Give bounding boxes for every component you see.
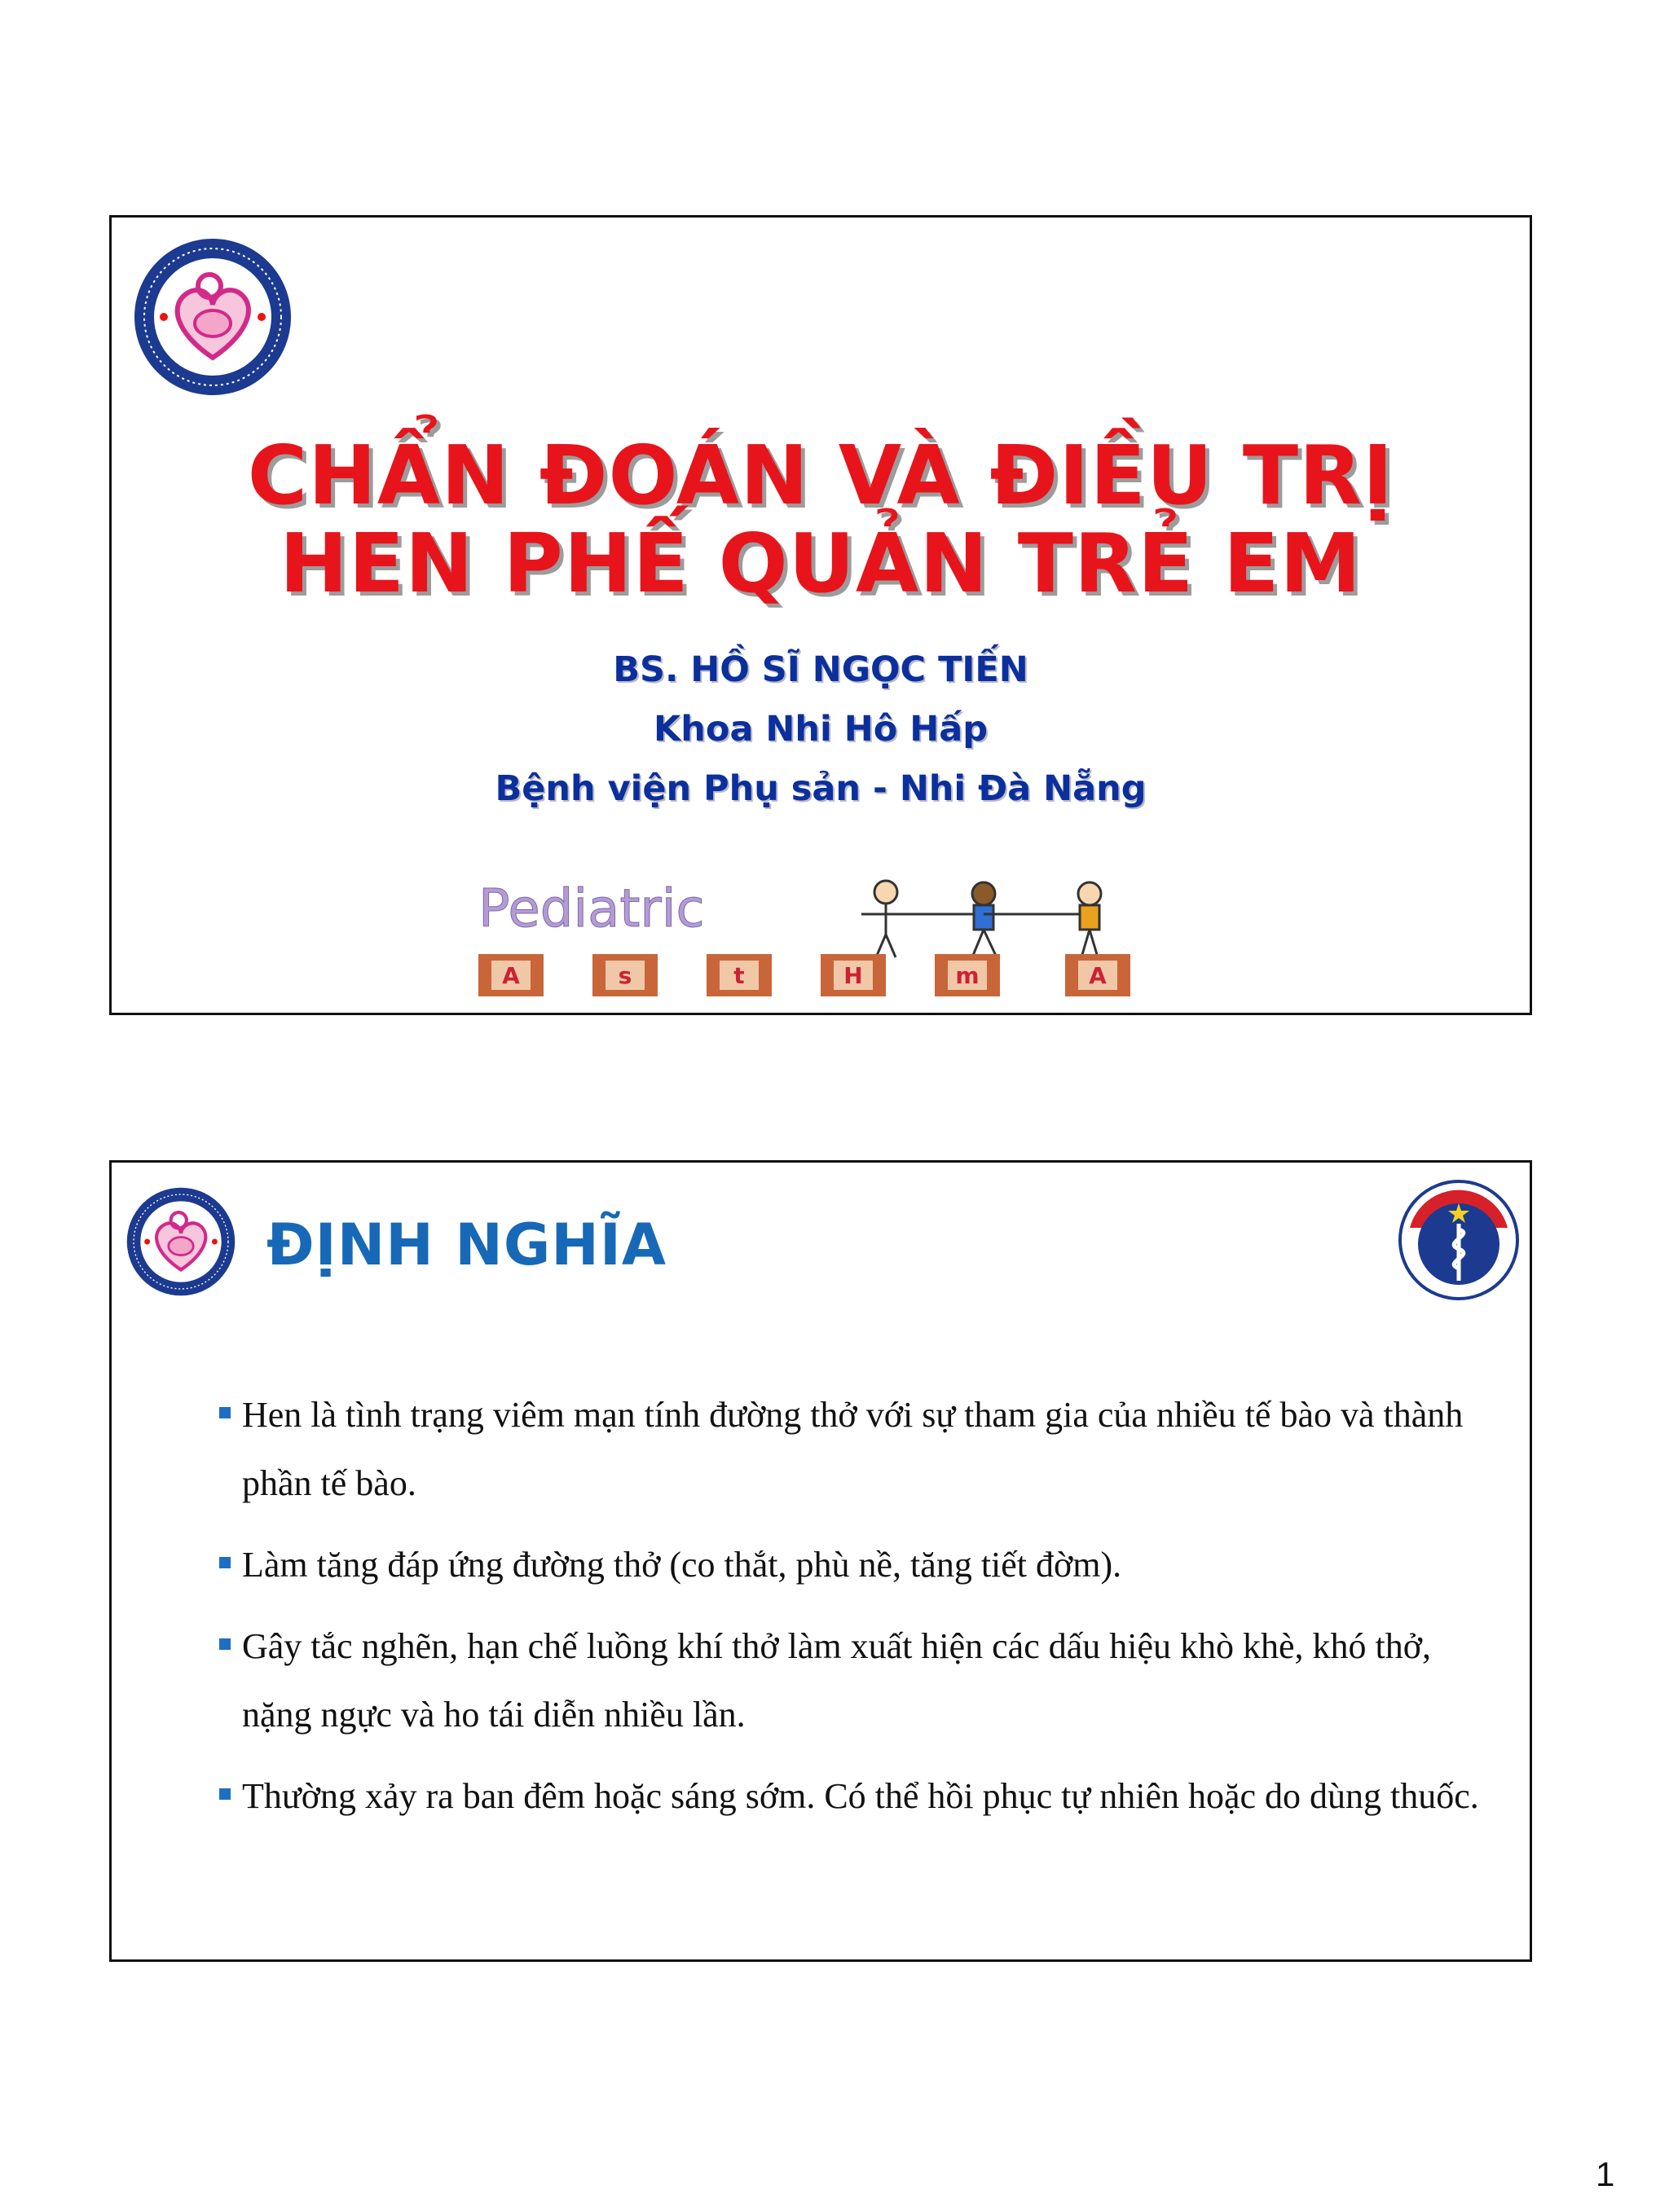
pediatric-word: Pediatric	[478, 879, 705, 939]
block-letter-4: H	[843, 962, 863, 989]
title-line-1: CHẨN ĐOÁN VÀ ĐIỀU TRỊ	[247, 428, 1394, 523]
definition-slide	[109, 1160, 1532, 1962]
author-name: BS. HỒ SĨ NGỌC TIẾN	[613, 649, 1028, 690]
hospital-logo-icon	[125, 1185, 237, 1298]
ministry-of-health-logo-icon	[1398, 1179, 1520, 1301]
block-letter-5: m	[955, 962, 980, 989]
title-slide	[109, 215, 1532, 1015]
author-department: Khoa Nhi Hô Hấp	[653, 709, 989, 750]
bullet-item: Gây tắc nghẽn, hạn chế luồng khí thở làm xuất hiện các dấu hiệu khò khè, khó thở, nặng ngực và ho tái diễn nhiều lần.	[219, 1612, 1491, 1749]
letter-blocks	[478, 954, 1130, 996]
slide-heading: ĐỊNH NGHĨA	[266, 1212, 667, 1278]
children-figures-icon	[861, 881, 1101, 957]
block-letter-3: t	[733, 962, 745, 989]
definition-bullet-list	[219, 1381, 1491, 1844]
block-letter-2: s	[618, 962, 632, 989]
title-line-2: HEN PHẾ QUẢN TRẺ EM	[280, 516, 1362, 611]
author-hospital: Bệnh viện Phụ sản - Nhi Đà Nẵng	[495, 768, 1147, 809]
hospital-logo-icon	[131, 235, 294, 398]
block-letter-6: A	[1089, 962, 1107, 989]
bullet-item: Thường xảy ra ban đêm hoặc sáng sớm. Có thể hồi phục tự nhiên hoặc do dùng thuốc.	[219, 1762, 1491, 1831]
bullet-item: Hen là tình trạng viêm mạn tính đường thở với sự tham gia của nhiều tế bào và thành phần tế bào.	[219, 1381, 1491, 1518]
pediatric-asthma-illustration	[478, 869, 1212, 1000]
block-letter-1: A	[502, 962, 520, 989]
bullet-item: Làm tăng đáp ứng đường thở (co thắt, phù nề, tăng tiết đờm).	[219, 1531, 1491, 1599]
page-number: 1	[1596, 2155, 1615, 2193]
